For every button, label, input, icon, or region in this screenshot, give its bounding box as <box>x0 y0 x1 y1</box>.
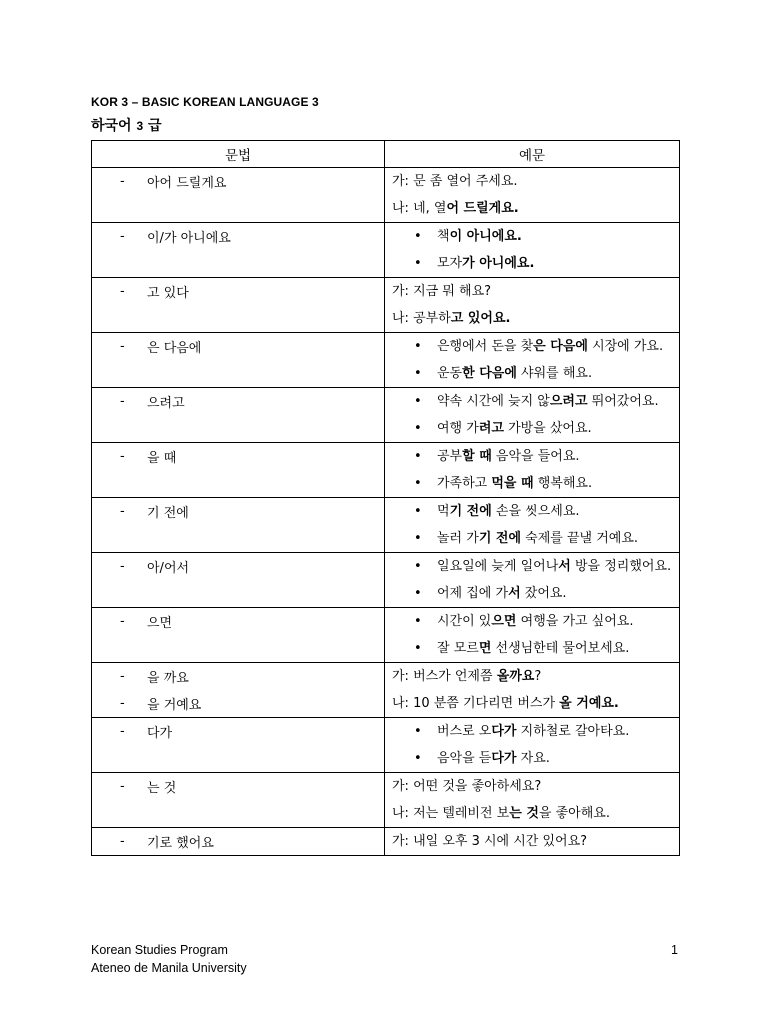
table-row <box>92 718 680 773</box>
example-bullet <box>385 415 679 442</box>
example-text: 공부 <box>437 449 463 464</box>
example-text: 가: 문 좀 열어 주세요. <box>392 174 518 189</box>
grammar-highlight: 다가 <box>491 724 517 739</box>
grammar-highlight: 이 아니에요. <box>449 229 522 244</box>
grammar-pattern <box>92 828 384 855</box>
example-text: 음악을 들어요. <box>491 449 580 464</box>
example-text: 행복해요. <box>533 476 593 491</box>
example-text: 일요일에 늦게 일어나 <box>437 559 559 574</box>
table-row <box>92 333 680 388</box>
table-row <box>92 168 680 223</box>
example-cell <box>385 223 680 278</box>
grammar-pattern <box>92 608 384 635</box>
example-cell <box>385 278 680 333</box>
dash-marker: - <box>120 229 125 244</box>
example-text: 여행 가 <box>437 421 479 436</box>
example-text: 먹 <box>437 504 450 519</box>
dash-marker: - <box>120 394 125 409</box>
example-text: 은행에서 돈을 찾 <box>437 339 534 354</box>
example-list <box>385 333 679 387</box>
grammar-highlight: 기 전에 <box>478 531 522 546</box>
example-text: 잘 모르 <box>437 641 479 656</box>
example-cell <box>385 773 680 828</box>
grammar-pattern <box>92 333 384 360</box>
table-row <box>92 278 680 333</box>
example-cell <box>385 333 680 388</box>
example-text: 샤워를 해요. <box>516 366 593 381</box>
example-text: 지하철로 갈아타요. <box>516 724 630 739</box>
example-text: 시장에 가요. <box>587 339 664 354</box>
example-dialog-line <box>385 773 679 800</box>
dash-marker: - <box>120 559 125 574</box>
grammar-pattern <box>92 718 384 745</box>
example-text: 잤어요. <box>520 586 567 601</box>
grammar-cell <box>92 388 385 443</box>
course-title: KOR 3 – BASIC KOREAN LANGUAGE 3 <box>91 95 319 109</box>
example-bullet <box>385 745 679 772</box>
grammar-cell <box>92 608 385 663</box>
grammar-highlight: 으면 <box>491 614 517 629</box>
grammar-highlight: 서 <box>558 559 571 574</box>
dash-marker: - <box>120 779 125 794</box>
example-text: 나: 공부하 <box>392 311 451 326</box>
table-row <box>92 388 680 443</box>
grammar-highlight: 고 있어요. <box>450 311 511 326</box>
grammar-highlight: 먹을 때 <box>491 476 534 491</box>
example-text: 시간이 있 <box>437 614 492 629</box>
example-text: 음악을 듣 <box>437 751 492 766</box>
dash-marker: - <box>120 504 125 519</box>
grammar-cell <box>92 498 385 553</box>
example-bullet <box>385 470 679 497</box>
footer-university: Ateneo de Manila University <box>91 961 247 975</box>
level-number: 3 <box>136 119 144 133</box>
example-text: 놀러 가 <box>437 531 479 546</box>
grammar-pattern <box>92 773 384 800</box>
example-bullet <box>385 333 679 360</box>
grammar-highlight: 가 아니에요. <box>462 256 535 271</box>
grammar-highlight: 으려고 <box>549 394 588 409</box>
grammar-cell <box>92 443 385 498</box>
grammar-pattern-text: 고 있다 <box>147 286 189 301</box>
grammar-cell <box>92 223 385 278</box>
example-bullet <box>385 250 679 277</box>
grammar-pattern-text: 은 다음에 <box>147 341 202 356</box>
grammar-pattern-text: 으려고 <box>147 396 185 411</box>
example-text: 여행을 가고 싶어요. <box>516 614 634 629</box>
example-text: 가: 버스가 언제쯤 <box>392 669 497 684</box>
grammar-pattern-text: 이/가 아니에요 <box>147 231 231 246</box>
grammar-highlight: 어 드릴게요. <box>446 201 519 216</box>
example-cell <box>385 718 680 773</box>
dash-marker: - <box>120 174 125 189</box>
dash-marker: - <box>120 724 125 739</box>
grammar-pattern <box>92 553 384 580</box>
grammar-cell <box>92 553 385 608</box>
example-bullet <box>385 608 679 635</box>
grammar-highlight: 할 때 <box>462 449 492 464</box>
example-bullet <box>385 580 679 607</box>
level-korean-b: 급 <box>148 118 162 134</box>
footer-program: Korean Studies Program <box>91 943 228 957</box>
example-dialog-line <box>385 690 679 717</box>
table-row <box>92 663 680 718</box>
example-dialog-line <box>385 828 679 855</box>
example-dialog-line <box>385 305 679 332</box>
example-text: 나: 저는 텔레비전 보 <box>392 806 510 821</box>
example-text: 나: 10 분쯤 기다리면 버스가 <box>392 696 560 711</box>
grammar-pattern <box>92 278 384 305</box>
grammar-pattern-text: 을 때 <box>147 451 177 466</box>
grammar-pattern <box>92 168 384 195</box>
example-cell <box>385 498 680 553</box>
grammar-highlight: 려고 <box>478 421 504 436</box>
grammar-pattern <box>92 388 384 415</box>
grammar-highlight: 면 <box>478 641 492 656</box>
table-row <box>92 443 680 498</box>
table-row <box>92 553 680 608</box>
example-bullet <box>385 443 679 470</box>
example-cell <box>385 443 680 498</box>
footer <box>91 941 247 977</box>
example-cell <box>385 608 680 663</box>
dash-marker: - <box>120 339 125 354</box>
table-header-row <box>92 141 680 168</box>
example-text: 운동 <box>437 366 463 381</box>
dash-marker: - <box>120 669 125 684</box>
grammar-pattern-text: 아어 드릴게요 <box>147 176 227 191</box>
example-text: 모자 <box>437 256 463 271</box>
example-dialog-line <box>385 800 679 827</box>
grammar-cell <box>92 663 385 718</box>
table-body <box>92 168 680 856</box>
dash-marker: - <box>120 449 125 464</box>
example-text: 가: 지금 뭐 해요? <box>392 284 492 299</box>
dash-marker: - <box>120 284 125 299</box>
example-text: 뛰어갔어요. <box>587 394 659 409</box>
table-row <box>92 498 680 553</box>
example-text: 손을 씻으세요. <box>491 504 580 519</box>
grammar-highlight: 서 <box>508 586 521 601</box>
example-text: 가족하고 <box>437 476 492 491</box>
example-text: 나: 네, 열 <box>392 201 447 216</box>
grammar-pattern-text: 을 까요 <box>147 671 189 686</box>
grammar-cell <box>92 333 385 388</box>
grammar-highlight: 한 다음에 <box>462 366 517 381</box>
grammar-cell <box>92 278 385 333</box>
example-bullet <box>385 525 679 552</box>
example-bullet <box>385 718 679 745</box>
grammar-cell <box>92 828 385 856</box>
example-dialog-line <box>385 278 679 305</box>
example-text: 가: 내일 오후 3 시에 시간 있어요? <box>392 834 588 849</box>
table-row <box>92 608 680 663</box>
example-text: 방을 정리했어요. <box>570 559 672 574</box>
grammar-pattern-text: 기로 했어요 <box>147 836 214 851</box>
grammar-pattern-text: 을 거예요 <box>147 698 202 713</box>
example-bullet <box>385 388 679 415</box>
example-text: 약속 시간에 늦지 않 <box>437 394 550 409</box>
grammar-highlight: 은 다음에 <box>533 339 588 354</box>
example-bullet <box>385 223 679 250</box>
dash-marker: - <box>120 696 125 711</box>
grammar-cell <box>92 718 385 773</box>
example-text: 자요. <box>516 751 550 766</box>
grammar-pattern <box>92 690 384 717</box>
example-cell <box>385 663 680 718</box>
example-cell <box>385 553 680 608</box>
example-list <box>385 718 679 772</box>
grammar-pattern-text: 아/어서 <box>147 561 190 576</box>
example-text: 버스로 오 <box>437 724 492 739</box>
grammar-column-header: 문법 <box>92 141 385 168</box>
example-dialog-line <box>385 168 679 195</box>
grammar-pattern <box>92 223 384 250</box>
level-korean-a: 하국어 <box>91 118 132 134</box>
grammar-cell <box>92 168 385 223</box>
grammar-highlight: 올까요 <box>496 669 535 684</box>
example-text: 선생님한테 물어보세요. <box>491 641 630 656</box>
example-dialog-line <box>385 195 679 222</box>
grammar-pattern-text: 는 것 <box>147 781 177 796</box>
example-dialog-line <box>385 663 679 690</box>
grammar-pattern-text: 으면 <box>147 616 173 631</box>
example-bullet <box>385 360 679 387</box>
example-cell <box>385 388 680 443</box>
grammar-highlight: 올 거예요. <box>559 696 619 711</box>
example-text: 가방을 샀어요. <box>503 421 592 436</box>
example-cell <box>385 828 680 856</box>
grammar-highlight: 는 것 <box>509 806 539 821</box>
grammar-table <box>91 140 680 856</box>
page-number: 1 <box>671 943 678 957</box>
dash-marker: - <box>120 834 125 849</box>
dash-marker: - <box>120 614 125 629</box>
example-list <box>385 553 679 607</box>
table-row <box>92 773 680 828</box>
grammar-pattern-text: 기 전에 <box>147 506 189 521</box>
table-row <box>92 223 680 278</box>
grammar-pattern <box>92 498 384 525</box>
example-text: ? <box>534 669 542 684</box>
example-text: 숙제를 끝낼 거예요. <box>521 531 639 546</box>
grammar-highlight: 기 전에 <box>449 504 492 519</box>
example-list <box>385 388 679 442</box>
example-column-header: 예문 <box>385 141 680 168</box>
example-text: 책 <box>437 229 450 244</box>
example-bullet <box>385 498 679 525</box>
grammar-cell <box>92 773 385 828</box>
example-list <box>385 498 679 552</box>
example-text: 가: 어떤 것을 좋아하세요? <box>392 779 542 794</box>
level-title <box>91 115 162 135</box>
grammar-pattern <box>92 443 384 470</box>
example-text: 을 좋아해요. <box>538 806 610 821</box>
grammar-highlight: 다가 <box>491 751 517 766</box>
grammar-pattern-text: 다가 <box>147 726 173 741</box>
example-list <box>385 443 679 497</box>
table-row <box>92 828 680 856</box>
example-cell <box>385 168 680 223</box>
example-bullet <box>385 553 679 580</box>
example-list <box>385 223 679 277</box>
grammar-pattern <box>92 663 384 690</box>
example-list <box>385 608 679 662</box>
example-bullet <box>385 635 679 662</box>
example-text: 어제 집에 가 <box>437 586 509 601</box>
